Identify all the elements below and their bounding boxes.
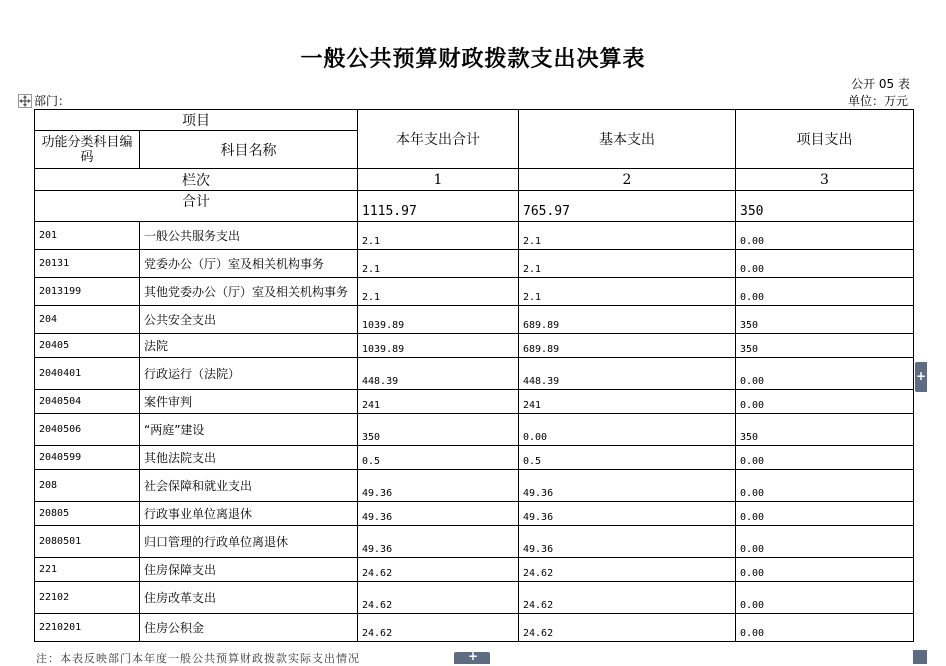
row-v2: 24.62 [519,582,736,614]
row-code: 22102 [35,582,140,614]
table-row [35,502,914,526]
row-v2: 2.1 [519,250,736,278]
row-v3: 0.00 [736,614,914,642]
row-name: 归口管理的行政单位离退休 [140,526,358,558]
row-name: 社会保障和就业支出 [140,470,358,502]
row-name: 法院 [140,334,358,358]
row-name: “两庭”建设 [140,414,358,446]
row-code: 2040401 [35,358,140,390]
row-v3: 0.00 [736,470,914,502]
table-code: 公开 05 表 [851,77,910,91]
header-col3: 项目支出 [736,110,914,169]
row-code: 2040504 [35,390,140,414]
row-v3: 350 [736,414,914,446]
row-v1: 448.39 [358,358,519,390]
table-row [35,222,914,250]
row-v1: 1039.89 [358,334,519,358]
row-v2: 448.39 [519,358,736,390]
resize-corner-handle[interactable] [913,650,927,664]
row-v3: 0.00 [736,526,914,558]
header-col1: 本年支出合计 [358,110,519,169]
table-row [35,446,914,470]
expenditure-table [34,109,914,642]
row-code: 2210201 [35,614,140,642]
row-code: 208 [35,470,140,502]
row-name: 党委办公（厅）室及相关机构事务 [140,250,358,278]
row-v2: 0.00 [519,414,736,446]
header-n3: 3 [736,169,914,191]
row-v2: 24.62 [519,614,736,642]
row-v1: 49.36 [358,502,519,526]
page-title: 一般公共预算财政拨款支出决算表 [300,47,646,72]
row-name: 住房改革支出 [140,582,358,614]
row-name: 住房保障支出 [140,558,358,582]
row-v3: 0.00 [736,446,914,470]
row-code: 20405 [35,334,140,358]
row-name: 公共安全支出 [140,306,358,334]
row-v1: 49.36 [358,470,519,502]
row-code: 20805 [35,502,140,526]
header-func-code: 功能分类科目编码 [35,131,140,169]
row-v1: 24.62 [358,558,519,582]
table-row [35,334,914,358]
header-n2: 2 [519,169,736,191]
unit-label: 单位：万元 [847,94,908,108]
row-code: 2040599 [35,446,140,470]
row-v3: 0.00 [736,582,914,614]
row-v2: 24.62 [519,558,736,582]
row-code: 2013199 [35,278,140,306]
plus-icon: + [916,369,927,383]
table-row [35,582,914,614]
header-subject-name: 科目名称 [140,131,358,169]
table-row [35,558,914,582]
row-name: 案件审判 [140,390,358,414]
row-v3: 0.00 [736,358,914,390]
row-v2: 241 [519,390,736,414]
row-v1: 2.1 [358,222,519,250]
header-col2: 基本支出 [519,110,736,169]
row-name: 其他党委办公（厅）室及相关机构事务 [140,278,358,306]
total-v1: 1115.97 [358,191,519,222]
row-v3: 0.00 [736,250,914,278]
row-code: 2040506 [35,414,140,446]
row-v1: 24.62 [358,614,519,642]
table-row [35,414,914,446]
table-row [35,358,914,390]
move-icon[interactable] [18,94,32,108]
header-project: 项目 [35,110,358,131]
row-v2: 689.89 [519,334,736,358]
total-v2: 765.97 [519,191,736,222]
expand-bottom-handle[interactable] [454,649,490,664]
row-code: 204 [35,306,140,334]
row-name: 住房公积金 [140,614,358,642]
row-v1: 241 [358,390,519,414]
department-label: 部门： [34,94,71,108]
row-v2: 2.1 [519,222,736,250]
plus-icon: + [468,649,479,663]
row-name: 行政运行（法院） [140,358,358,390]
row-v1: 24.62 [358,582,519,614]
row-name: 行政事业单位离退休 [140,502,358,526]
row-v3: 0.00 [736,390,914,414]
table-row [35,614,914,642]
row-v2: 2.1 [519,278,736,306]
row-v1: 2.1 [358,278,519,306]
row-v1: 350 [358,414,519,446]
row-code: 221 [35,558,140,582]
row-v2: 49.36 [519,470,736,502]
row-v1: 0.5 [358,446,519,470]
row-code: 20131 [35,250,140,278]
table-row [35,306,914,334]
row-v3: 0.00 [736,502,914,526]
row-name: 其他法院支出 [140,446,358,470]
table-row [35,250,914,278]
row-v2: 49.36 [519,526,736,558]
table-row [35,526,914,558]
total-v3: 350 [736,191,914,222]
row-v2: 49.36 [519,502,736,526]
row-v2: 0.5 [519,446,736,470]
row-v1: 1039.89 [358,306,519,334]
row-code: 2080501 [35,526,140,558]
row-name: 一般公共服务支出 [140,222,358,250]
row-v3: 0.00 [736,558,914,582]
footnote: 注：本表反映部门本年度一般公共预算财政拨款实际支出情况 [36,652,360,665]
row-v3: 350 [736,334,914,358]
table-row [35,470,914,502]
table-row [35,390,914,414]
expand-right-handle[interactable] [915,362,927,392]
row-v1: 2.1 [358,250,519,278]
header-n1: 1 [358,169,519,191]
row-v3: 350 [736,306,914,334]
row-v1: 49.36 [358,526,519,558]
row-v2: 689.89 [519,306,736,334]
total-label: 合计 [35,191,358,222]
row-v3: 0.00 [736,222,914,250]
header-row-label: 栏次 [35,169,358,191]
row-code: 201 [35,222,140,250]
row-v3: 0.00 [736,278,914,306]
table-row [35,278,914,306]
